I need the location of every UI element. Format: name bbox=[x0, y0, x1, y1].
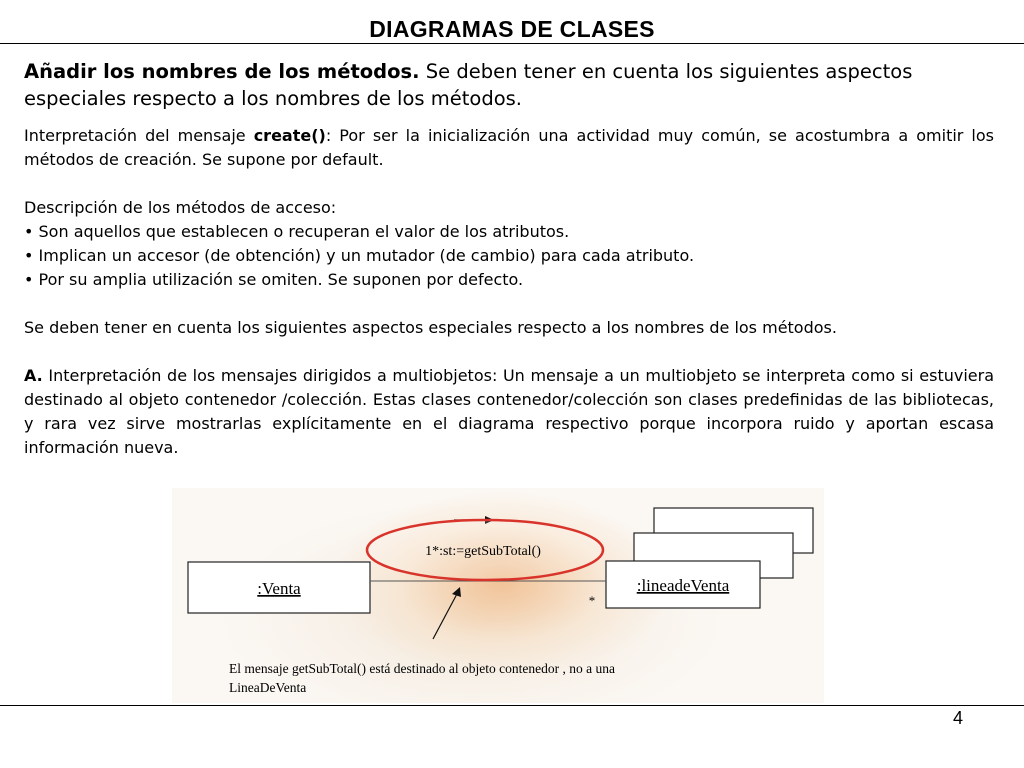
slide-title: DIAGRAMAS DE CLASES bbox=[369, 16, 655, 42]
aspects-paragraph: Se deben tener en cuenta los siguientes aspectos especiales respecto a los nombres de los métodos. bbox=[24, 318, 837, 337]
create-paragraph bbox=[24, 124, 994, 172]
sender-label: :Venta bbox=[257, 579, 301, 598]
receiver-label: :lineadeVenta bbox=[636, 576, 730, 595]
create-prefix: Interpretación del mensaje bbox=[24, 126, 254, 145]
access-bullet: • Por su amplia utilización se omiten. Se suponen por defecto. bbox=[24, 270, 524, 289]
create-suffix: : Por ser la inicialización una actividad muy común, se acostumbra a omitir los métodos de creación. Se supone por default. bbox=[24, 126, 995, 169]
pointer-arrow-line bbox=[433, 592, 458, 639]
title-divider bbox=[0, 43, 1024, 44]
access-bullet: • Son aquellos que establecen o recuperan el valor de los atributos. bbox=[24, 222, 570, 241]
lead-paragraph bbox=[24, 58, 984, 112]
page-number: 4 bbox=[952, 708, 963, 728]
message-label: 1*:st:=getSubTotal() bbox=[425, 544, 541, 559]
create-keyword: create() bbox=[253, 126, 326, 145]
access-bullet: • Implican un accesor (de obtención) y un mutador (de cambio) para cada atributo. bbox=[24, 246, 695, 265]
lead-text: Se deben tener en cuenta los siguientes aspectos especiales respecto a los nombres de los métodos. bbox=[24, 60, 913, 110]
section-a-text: Interpretación de los mensajes dirigidos a multiobjetos: Un mensaje a un multiobjeto se interpreta como si estuviera destinado al objeto contenedor /colección. Estas clases contenedor/colección son clases predefinidas de las bibliotecas, y rara vez sirve mostrarlas explícitamente en el diagrama respectivo porque incorpora ruido y aportan escasa información nueva. bbox=[24, 366, 994, 457]
footer-divider bbox=[0, 705, 1024, 706]
caption-line-1: El mensaje getSubTotal() está destinado al objeto contenedor , no a una bbox=[229, 661, 615, 676]
section-a-paragraph bbox=[24, 364, 994, 460]
body-text bbox=[24, 124, 994, 460]
section-a-label: A. bbox=[24, 366, 43, 385]
collaboration-diagram bbox=[172, 488, 824, 703]
caption-line-2: LineaDeVenta bbox=[229, 680, 307, 695]
diagram-canvas bbox=[172, 488, 824, 703]
multiplicity-label: * bbox=[588, 593, 596, 608]
access-heading: Descripción de los métodos de acceso: bbox=[24, 198, 337, 217]
lead-heading: Añadir los nombres de los métodos. bbox=[24, 60, 420, 83]
pointer-arrow-head-icon bbox=[452, 587, 461, 597]
